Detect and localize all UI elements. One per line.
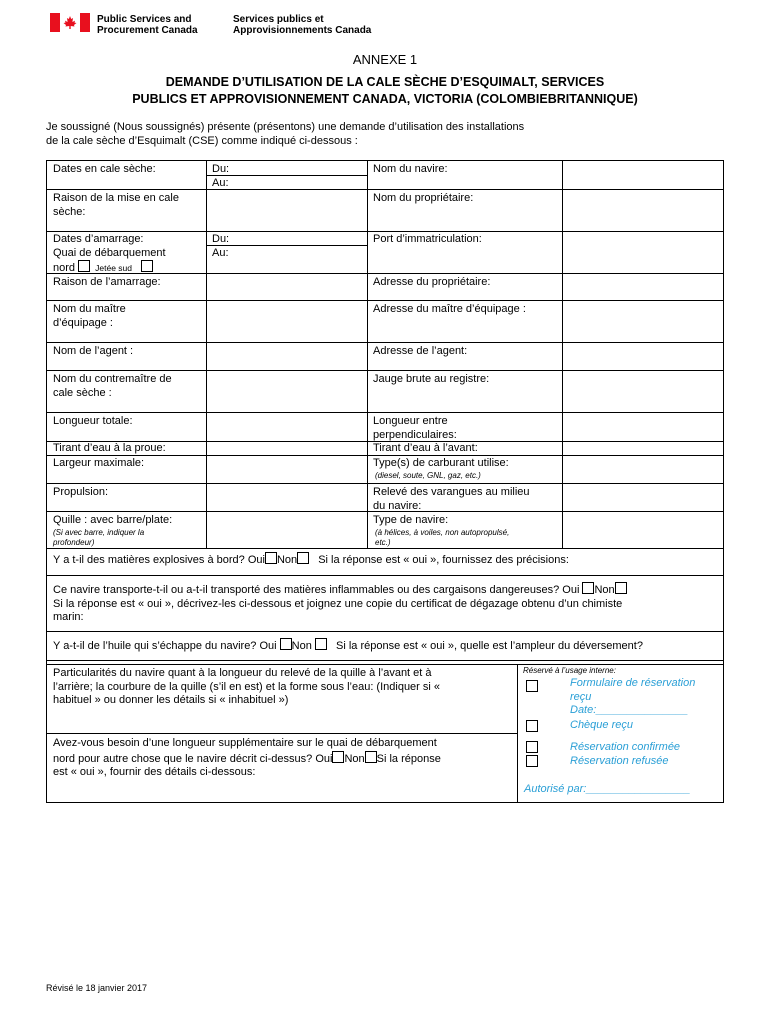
explosives-non-label: Non [276, 554, 298, 566]
confirmee-label: Réservation confirmée [570, 741, 681, 753]
org-fr-line2: Approvisionnements Canada [233, 25, 372, 36]
label-jauge: Jauge brute au registre: [373, 373, 490, 385]
particularites-line3: habituel » ou donner les détails si « inhabituel ») [53, 694, 289, 706]
inflammables-line3: marin: [53, 611, 84, 623]
org-fr-line1: Services publics et [233, 14, 324, 25]
besoin-line3: est « oui », fournir des détails ci-dessous: [53, 766, 256, 778]
type-note-line1: (à hélices, à voiles, non autopropulsé, [375, 528, 510, 537]
besoin-line2-rest: Si la réponse [376, 752, 441, 765]
label-tirant-proue: Tirant d’eau à la proue: [53, 442, 166, 454]
label-carburant: Type(s) de carburant utilise: [373, 457, 509, 469]
refusee-checkbox[interactable] [526, 755, 538, 767]
quai-options [53, 260, 166, 276]
question-inflammables [53, 582, 627, 625]
type-note-line2: etc.) [375, 538, 391, 547]
label-adresse-agent: Adresse de l’agent: [373, 345, 468, 357]
label-longueur-totale: Longueur totale: [53, 415, 133, 427]
label-nom-contremaitre [53, 373, 172, 400]
nom-maitre-line2: d’équipage : [53, 316, 113, 329]
refusee-label: Réservation refusée [570, 755, 669, 767]
explosives-text: Y a t-il des matières explosives à bord? Oui [53, 554, 265, 566]
formulaire-line1: Formulaire de réservation [570, 677, 696, 689]
form-title-line1: DEMANDE D’UTILISATION DE LA CALE SÈCHE D’ESQUIMALT, SERVICES [165, 75, 605, 89]
question-explosives [53, 552, 569, 568]
huile-non-label: Non [291, 640, 312, 652]
besoin-block [53, 737, 441, 780]
quai-nord-checkbox[interactable] [78, 260, 90, 272]
label-nom-maitre [53, 303, 126, 330]
formulaire-label [570, 677, 695, 718]
label-quille: Quille : avec barre/plate: [53, 514, 173, 526]
longueur-entre-line2: perpendiculaires: [373, 428, 457, 441]
besoin-line2-text: nord pour autre chose que le navire décrit ci-dessus? Oui [53, 752, 333, 765]
field-particularites[interactable] [47, 708, 517, 733]
type-navire-note [375, 528, 509, 548]
field-besoin[interactable] [47, 778, 517, 802]
org-name-fr [233, 14, 371, 36]
raison-mise-line2: sèche: [53, 205, 86, 218]
label-adresse-maitre: Adresse du maître d’équipage : [373, 303, 526, 315]
field-raison-mise[interactable] [207, 190, 367, 231]
confirmee-checkbox[interactable] [526, 741, 538, 753]
quille-note-line1: (Si avec barre, indiquer la [53, 528, 145, 537]
besoin-non-checkbox[interactable] [365, 751, 377, 763]
internal-use-panel [523, 666, 721, 800]
label-port-immat: Port d’immatriculation: [373, 233, 482, 245]
besoin-non-label: Non [344, 752, 365, 765]
cheque-label: Chèque reçu [570, 719, 633, 731]
intro-line1: Je soussigné (Nous soussignés) présente (présentons) une demande d’utilisation des installations [46, 121, 525, 133]
autorise-field[interactable]: Autorisé par:_________________ [524, 783, 691, 795]
cheque-checkbox[interactable] [526, 720, 538, 732]
particularites-block [53, 667, 440, 708]
field-nom-navire[interactable] [563, 161, 723, 189]
besoin-oui-checkbox[interactable] [332, 751, 344, 763]
org-en-line1: Public Services and [97, 14, 192, 25]
annex-heading: ANNEXE 1 [352, 52, 418, 67]
label-au-1: Au: [212, 177, 229, 189]
label-adresse-proprietaire: Adresse du propriétaire: [373, 276, 491, 288]
org-en-line2: Procurement Canada [97, 25, 198, 36]
formulaire-date[interactable]: Date:_______________ [570, 704, 689, 716]
carburant-note: (diesel, soute, GNL, gaz, etc.) [375, 471, 481, 480]
inflammables-line2: Si la réponse est « oui », décrivez-les ci-dessous et joignez une copie du certificat de dégazage obtenu d’un chimiste [53, 597, 623, 610]
quille-note-line2: profondeur) [53, 538, 95, 547]
label-dates-cale: Dates en cale sèche: [53, 163, 156, 175]
particularites-line2: l’arrière; la courbure de la quille (s’il en est) et la forme sous l’eau: (Indiquer si « [53, 680, 441, 693]
huile-non-checkbox[interactable] [315, 638, 327, 650]
huile-oui-checkbox[interactable] [280, 638, 292, 650]
field-nom-proprietaire[interactable] [563, 190, 723, 231]
inflammables-non-checkbox[interactable] [615, 582, 627, 594]
label-nom-agent: Nom de l’agent : [53, 345, 134, 357]
explosives-oui-checkbox[interactable] [265, 552, 277, 564]
contremaitre-line1: Nom du contremaître de [53, 373, 172, 385]
inflammables-text: Ce navire transporte-t-il ou a-t-il transporté des matières inflammables ou des cargaisons dangereuses? Oui [53, 584, 580, 596]
formulaire-line2: reçu [570, 690, 592, 703]
label-longueur-entre [373, 415, 457, 442]
explosives-non-checkbox[interactable] [297, 552, 309, 564]
inflammables-oui-checkbox[interactable] [582, 582, 594, 594]
quai-nord-label: nord [53, 262, 76, 274]
longueur-entre-line1: Longueur entre [373, 415, 448, 427]
label-raison-mise [53, 192, 179, 219]
label-raison-amarrage: Raison de l’amarrage: [53, 276, 161, 288]
jetee-sud-checkbox[interactable] [141, 260, 153, 272]
label-tirant-avant: Tirant d’eau à l’avant: [373, 442, 478, 454]
releve-line2: du navire: [373, 499, 422, 512]
label-propulsion: Propulsion: [53, 486, 109, 498]
label-releve [373, 486, 530, 513]
formulaire-checkbox[interactable] [526, 680, 538, 692]
label-au-2: Au: [212, 247, 229, 259]
label-nom-navire: Nom du navire: [373, 163, 448, 175]
intro-line2: de la cale sèche d’Esquimalt (CSE) comme indiqué ci-dessous : [46, 135, 358, 147]
maple-leaf-flag-icon [50, 13, 90, 32]
nom-maitre-line1: Nom du maître [53, 303, 126, 315]
particularites-line1: Particularités du navire quant à la longueur du relevé de la quille à l’avant et à [53, 667, 432, 679]
explosives-details: Si la réponse est « oui », fournissez des précisions: [318, 554, 569, 566]
quai-line: Quai de débarquement [53, 246, 166, 259]
dates-amarrage-line1: Dates d’amarrage: [53, 233, 144, 245]
raison-mise-line1: Raison de la mise en cale [53, 192, 179, 204]
huile-text: Y a-t-il de l’huile qui s’échappe du navire? Oui [53, 640, 277, 652]
label-type-navire: Type de navire: [373, 514, 449, 526]
jetee-sud-label: Jetée sud [95, 263, 133, 273]
releve-line1: Relevé des varangues au milieu [373, 486, 530, 498]
contremaitre-line2: cale sèche : [53, 386, 112, 399]
internal-heading: Réservé à l’usage interne: [523, 666, 616, 675]
inflammables-non-label: Non [594, 584, 615, 596]
field-port-immat[interactable] [563, 232, 723, 273]
huile-details: Si la réponse est « oui », quelle est l’ampleur du déversement? [335, 640, 643, 652]
besoin-line1: Avez-vous besoin d’une longueur supplémentaire sur le quai de débarquement [53, 737, 437, 749]
revision-footer: Révisé le 18 janvier 2017 [46, 983, 148, 993]
quille-note [53, 528, 144, 548]
canada-flag-logo [50, 13, 90, 32]
label-du-2: Du: [212, 233, 230, 245]
org-name-en [97, 14, 198, 36]
question-huile [53, 638, 643, 654]
label-dates-amarrage [53, 233, 166, 276]
label-du-1: Du: [212, 163, 230, 175]
form-title-line2: PUBLICS ET APPROVISIONNEMENT CANADA, VICTORIA (COLOMBIEBRITANNIQUE) [132, 92, 638, 106]
label-nom-proprietaire: Nom du propriétaire: [373, 192, 474, 204]
label-largeur: Largeur maximale: [53, 457, 145, 469]
